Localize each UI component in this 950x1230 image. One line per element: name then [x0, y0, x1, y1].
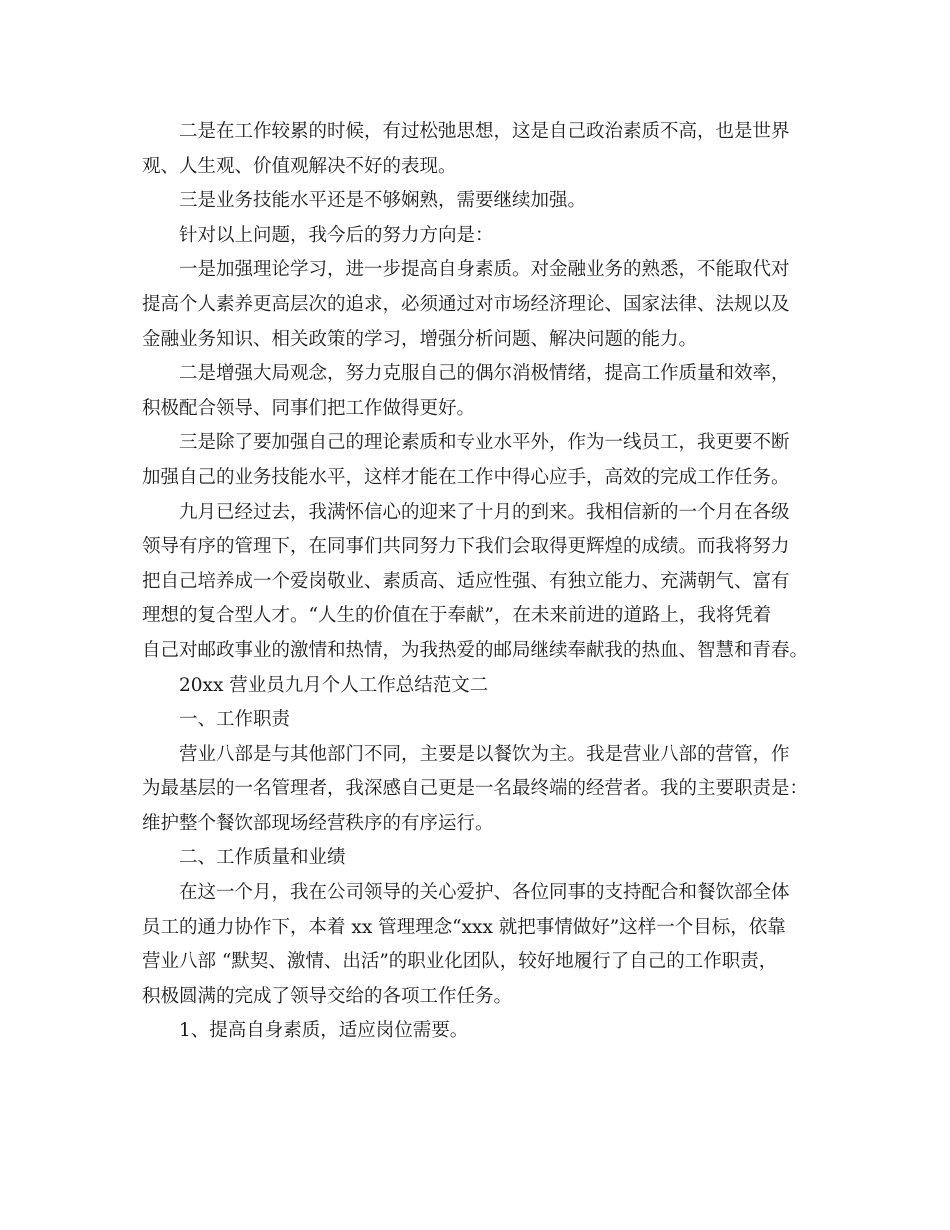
text-line: 一是加强理论学习，进一步提高自身素质。对金融业务的熟悉，不能取代对: [179, 259, 790, 281]
document-page: [142, 115, 810, 1049]
text-line: 提高个人素养更高层次的追求，必须通过对市场经济理论、国家法律、法规以及: [142, 293, 790, 315]
text-line: 1、提高自身素质，适应岗位需要。: [179, 1020, 469, 1042]
text-line: 为最基层的一名管理者，我深感自己更是一名最终端的经营者。我的主要职责是：: [142, 778, 809, 800]
text-line: 积极圆满的完成了领导交给的各项工作任务。: [142, 985, 513, 1007]
text-line: 自己对邮政事业的激情和热情，为我热爱的邮局继续奉献我的热血、智慧和青春。: [142, 639, 809, 661]
text-line: 金融业务知识、相关政策的学习，增强分析问题、解决问题的能力。: [142, 328, 698, 350]
text-line: 营业八部是与其他部门不同，主要是以餐饮为主。我是营业八部的营管，作: [179, 743, 790, 765]
text-line: 员工的通力协作下，本着 xx 管理理念“xxx 就把事情做好”这样一个目标，依靠: [142, 916, 786, 938]
text-line: 三是除了要加强自己的理论素质和专业水平外，作为一线员工，我更要不断: [179, 432, 790, 454]
text-line: 二是增强大局观念，努力克服自己的偶尔消极情绪，提高工作质量和效率，: [179, 363, 790, 385]
text-line: 在这一个月，我在公司领导的关心爱护、各位同事的支持配合和餐饮部全体: [179, 882, 790, 904]
text-line: 针对以上问题，我今后的努力方向是：: [179, 224, 494, 246]
text-line: 理想的复合型人才。“人生的价值在于奉献”，在未来前进的道路上，我将凭着: [142, 605, 772, 627]
text-line: 观、人生观、价值观解决不好的表现。: [142, 155, 457, 177]
text-line: 加强自己的业务技能水平，这样才能在工作中得心应手，高效的完成工作任务。: [142, 466, 790, 488]
text-line: 领导有序的管理下，在同事们共同努力下我们会取得更辉煌的成绩。而我将努力: [142, 536, 790, 558]
text-line: 维护整个餐饮部现场经营秩序的有序运行。: [142, 812, 494, 834]
text-line: 二、工作质量和业绩: [179, 847, 346, 869]
text-line: 一、工作职责: [179, 709, 291, 731]
text-line: 把自己培养成一个爱岗敬业、素质高、适应性强、有独立能力、充满朝气、富有: [142, 570, 790, 592]
text-line: 九月已经过去，我满怀信心的迎来了十月的到来。我相信新的一个月在各级: [179, 501, 790, 523]
text-line: 三是业务技能水平还是不够娴熟，需要继续加强。: [179, 190, 587, 212]
text-line: 20xx 营业员九月个人工作总结范文二: [179, 674, 489, 696]
text-line: 积极配合领导、同事们把工作做得更好。: [142, 397, 476, 419]
text-line: 营业八部 “默契、激情、出活”的职业化团队，较好地履行了自己的工作职责，: [142, 951, 778, 973]
text-line: 二是在工作较累的时候，有过松弛思想，这是自己政治素质不高，也是世界: [179, 121, 790, 142]
